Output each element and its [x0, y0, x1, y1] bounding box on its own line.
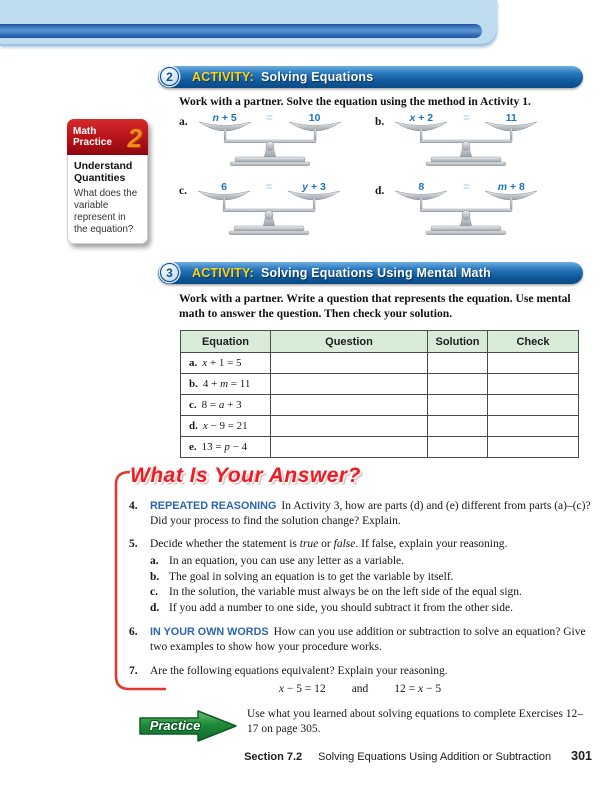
question-number: 5.	[129, 538, 138, 550]
math-practice-body	[67, 155, 148, 244]
section-label: Section 7.2	[244, 751, 303, 763]
question-7-equations	[150, 682, 570, 697]
equals-sign: =	[463, 112, 470, 124]
scale-a-label: a.	[179, 116, 188, 128]
check-cell	[488, 437, 579, 458]
solution-cell	[428, 437, 488, 458]
q5-italic-true: true	[299, 538, 319, 550]
statement-text: In an equation, you can use any letter as a variable.	[169, 555, 405, 567]
practice-text: Use what you learned about solving equations to complete Exercises 12–17 on page 305.	[247, 708, 583, 735]
activity-2-title	[192, 70, 373, 84]
row-label: e.	[189, 441, 197, 453]
equation-left: 8	[418, 181, 425, 193]
statement-label: c.	[150, 586, 158, 598]
table-row	[181, 374, 579, 395]
question-text: How can you use addition or subtraction to solve an equation? Give two examples to show how your procedure works.	[150, 626, 586, 653]
check-cell	[488, 395, 579, 416]
question-5	[129, 537, 591, 616]
question-cell	[271, 437, 428, 458]
equation-right: 12 = x − 5	[394, 683, 442, 695]
solution-cell	[428, 353, 488, 374]
statement-text: In the solution, the variable must always be on the left side of the equal sign.	[169, 586, 522, 598]
balance-scale-c	[179, 183, 375, 237]
question-4	[129, 499, 591, 529]
page-footer	[200, 749, 592, 763]
row-equation: 8 = a + 3	[201, 399, 242, 411]
balance-scale-a	[179, 114, 375, 168]
activity-2-header	[158, 66, 583, 88]
equation-cell	[181, 353, 271, 374]
statement-list	[150, 554, 591, 616]
q5-text-post: . If false, explain your reasoning.	[355, 538, 508, 550]
question-tag: IN YOUR OWN WORDS	[150, 626, 269, 638]
page-number: 301	[571, 749, 592, 763]
question-7	[129, 664, 591, 697]
math-practice-heading-line1: Math	[73, 126, 97, 137]
table-header-equation: Equation	[181, 331, 271, 353]
balance-scale-graphic	[194, 185, 344, 237]
q5-text-mid: or	[318, 538, 334, 550]
equation-cell	[181, 416, 271, 437]
math-practice-heading-line2: Practice	[73, 136, 112, 148]
page-top-banner	[0, 0, 497, 46]
activity-2-intro: Work with a partner. Solve the equation using the method in Activity 1.	[179, 95, 531, 108]
equals-sign: =	[463, 181, 470, 193]
row-equation: 13 = p − 4	[201, 441, 248, 453]
activity-3-label: ACTIVITY:	[192, 266, 254, 280]
equation-cell	[181, 374, 271, 395]
equation-left: n + 5	[212, 112, 237, 124]
table-header-question: Question	[271, 331, 428, 353]
scale-b-label: b.	[375, 116, 385, 128]
math-practice-number: 2	[127, 122, 142, 153]
table-row	[181, 437, 579, 458]
equation-right: y + 3	[302, 181, 326, 193]
table-row	[181, 353, 579, 374]
statement-label: a.	[150, 555, 159, 567]
equals-sign: =	[265, 181, 273, 193]
question-6	[129, 625, 591, 655]
math-practice-subtitle: Understand Quantities	[74, 160, 133, 184]
practice-arrow-icon	[139, 709, 239, 743]
activity-3-number-badge: 3	[160, 263, 179, 282]
check-cell	[488, 416, 579, 437]
statement-item-c	[150, 585, 591, 601]
statement-item-a	[150, 554, 591, 570]
question-text: Are the following equations equivalent? Explain your reasoning.	[150, 665, 448, 677]
math-practice-card	[67, 119, 148, 244]
balance-scale-graphic	[391, 185, 541, 237]
scale-b-body	[391, 114, 541, 168]
row-label: d.	[189, 420, 198, 432]
table-header-check: Check	[488, 331, 579, 353]
equation-cell	[181, 395, 271, 416]
equals-sign: =	[266, 112, 273, 124]
question-cell	[271, 395, 428, 416]
row-label: b.	[189, 378, 198, 390]
conjunction: and	[351, 683, 369, 695]
q5-italic-false: false	[333, 538, 356, 550]
equation-right: m + 8	[497, 181, 525, 193]
activity-3-header	[158, 262, 583, 284]
balance-scales-grid	[179, 114, 581, 237]
question-number: 7.	[129, 665, 138, 677]
q5-text-pre: Decide whether the statement is	[150, 538, 300, 550]
row-label: a.	[189, 357, 198, 369]
activity-2-number-badge: 2	[160, 67, 179, 86]
row-label: c.	[189, 399, 197, 411]
activity-2-title-text: Solving Equations	[260, 70, 374, 84]
row-equation: x − 9 = 21	[202, 420, 248, 432]
section-title: Solving Equations Using Addition or Subtraction	[318, 751, 552, 763]
question-cell	[271, 416, 428, 437]
row-equation: x + 1 = 5	[202, 357, 242, 369]
balance-scale-b	[375, 114, 571, 168]
table-header-solution: Solution	[428, 331, 488, 353]
statement-text: If you add a number to one side, you should subtract it from the other side.	[169, 601, 513, 614]
practice-label: Practice	[149, 718, 201, 733]
math-practice-heading	[73, 127, 112, 148]
math-practice-header	[67, 119, 148, 155]
balance-scale-graphic	[391, 116, 541, 168]
activity-3-title	[192, 266, 491, 280]
statement-label: d.	[150, 601, 160, 614]
equation-cell	[181, 437, 271, 458]
table-row	[181, 395, 579, 416]
table-row	[181, 416, 579, 437]
solution-cell	[428, 374, 488, 395]
question-text: In Activity 3, how are parts (d) and (e) different from parts (a)–(c)? Did your process to find the solution change? Explain.	[150, 500, 591, 527]
scale-c-label: c.	[179, 185, 187, 197]
activity-3-title-text: Solving Equations Using Mental Math	[260, 266, 491, 280]
question-cell	[271, 374, 428, 395]
scale-a-body	[195, 114, 345, 168]
activity-3-intro: Work with a partner. Write a question that represents the equation. Use mental math to answer the question. Then check your solution.	[179, 292, 571, 320]
equation-table	[180, 330, 579, 458]
statement-item-d	[150, 601, 591, 617]
answer-questions	[129, 499, 591, 697]
row-equation: 4 + m = 11	[202, 378, 251, 390]
check-cell	[488, 353, 579, 374]
activity-2-label: ACTIVITY:	[192, 70, 254, 84]
banner-stripe	[0, 24, 482, 38]
balance-scale-graphic	[195, 116, 345, 168]
equation-right: 10	[308, 112, 321, 124]
question-number: 4.	[129, 500, 138, 512]
question-text	[150, 538, 507, 550]
equation-right: 11	[505, 112, 517, 124]
table-header-row	[181, 331, 579, 353]
solution-cell	[428, 416, 488, 437]
scale-d-label: d.	[375, 185, 385, 197]
question-cell	[271, 353, 428, 374]
solution-cell	[428, 395, 488, 416]
statement-item-b	[150, 570, 591, 586]
question-tag: REPEATED REASONING	[150, 500, 277, 512]
equation-left: 6	[221, 181, 227, 193]
scale-d-body	[391, 183, 541, 237]
balance-scale-d	[375, 183, 571, 237]
equation-left: x − 5 = 12	[278, 683, 326, 695]
statement-text: The goal in solving an equation is to get the variable by itself.	[169, 570, 454, 583]
statement-label: b.	[150, 570, 160, 583]
answer-section-heading: What Is Your Answer?	[130, 464, 361, 487]
math-practice-question: What does the variable represent in the equation?	[74, 188, 138, 235]
question-number: 6.	[129, 626, 138, 638]
scale-c-body	[194, 183, 344, 237]
equation-left: x + 2	[409, 112, 434, 124]
check-cell	[488, 374, 579, 395]
